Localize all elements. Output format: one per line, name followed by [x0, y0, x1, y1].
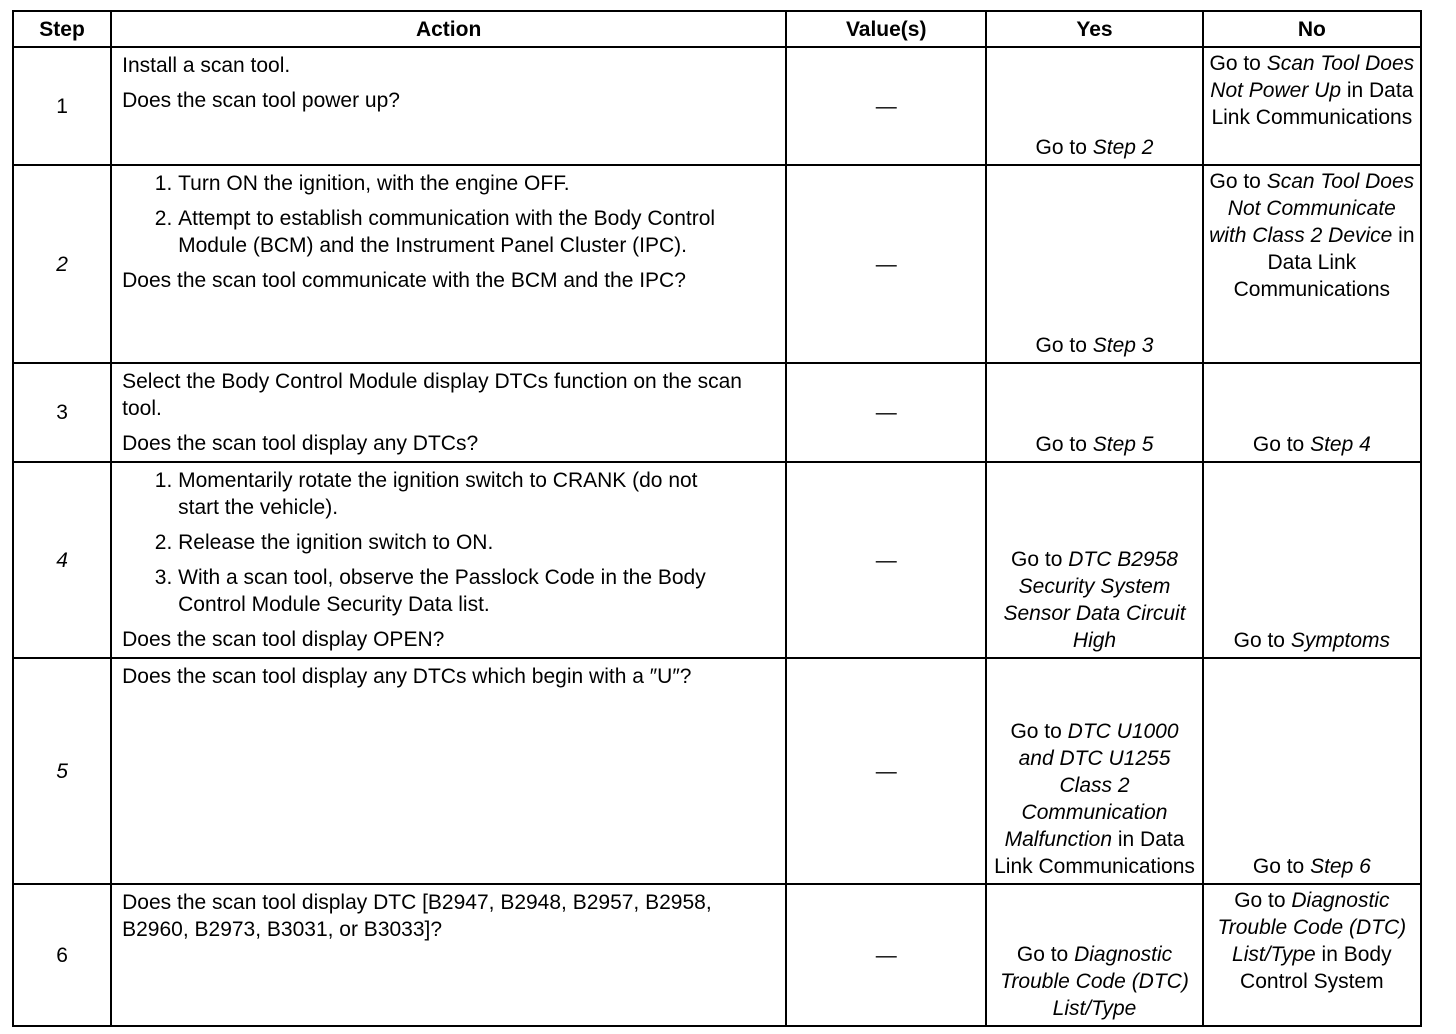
no-cell: Go to Step 6 — [1203, 658, 1421, 884]
step-number: 1 — [13, 47, 111, 165]
header-no: No — [1203, 11, 1421, 47]
action-question: Does the scan tool display DTC [B2947, B2948, B2957, B2958, B2960, B2973, B3031, or B3033]? — [122, 891, 712, 941]
yes-cell: Go to Step 5 — [986, 363, 1202, 462]
no-cell: Go to Diagnostic Trouble Code (DTC) List/Type in Body Control System — [1203, 884, 1421, 1026]
table-row — [13, 165, 1421, 363]
action-question: Does the scan tool power up? — [122, 89, 400, 112]
value-cell: — — [786, 165, 986, 363]
action-cell — [111, 165, 786, 363]
value-cell: — — [786, 363, 986, 462]
no-link[interactable]: Step 4 — [1310, 433, 1371, 456]
table-row — [13, 658, 1421, 884]
action-cell — [111, 658, 786, 884]
yes-cell: Go to DTC B2958 Security System Sensor Data Circuit High — [986, 462, 1202, 658]
action-cell — [111, 363, 786, 462]
yes-cell: Go to DTC U1000 and DTC U1255 Class 2 Communication Malfunction in Data Link Communications — [986, 658, 1202, 884]
table-row — [13, 363, 1421, 462]
yes-link[interactable]: Diagnostic Trouble Code (DTC) List/Type — [1000, 943, 1189, 1020]
value-cell: — — [786, 462, 986, 658]
yes-link[interactable]: DTC U1000 and DTC U1255 Class 2 Communication Malfunction — [1004, 720, 1179, 851]
action-question: Does the scan tool display any DTCs which begin with a ″U″? — [122, 665, 692, 688]
header-row — [13, 11, 1421, 47]
action-cell — [111, 47, 786, 165]
action-steps — [122, 170, 775, 259]
action-text: Install a scan tool. — [122, 54, 291, 77]
step-number: 6 — [13, 884, 111, 1026]
action-question: Does the scan tool display OPEN? — [122, 628, 445, 651]
no-link[interactable]: Symptoms — [1290, 629, 1391, 652]
action-step: 3. With a scan tool, observe the Passlock Code in the Body Control Module Security Data list. — [178, 564, 775, 618]
no-link[interactable]: Scan Tool Does Not Communicate with Class 2 Device — [1209, 170, 1415, 247]
diagnostic-table — [12, 10, 1422, 1027]
action-question: Does the scan tool display any DTCs? — [122, 432, 479, 455]
step-number: 4 — [13, 462, 111, 658]
no-link[interactable]: Diagnostic Trouble Code (DTC) List/Type — [1217, 889, 1407, 966]
header-action: Action — [111, 11, 786, 47]
no-cell: Go to Scan Tool Does Not Communicate with Class 2 Device in Data Link Communications — [1203, 165, 1421, 363]
action-step: 2. Attempt to establish communication with the Body Control Module (BCM) and the Instrument Panel Cluster (IPC). — [178, 205, 775, 259]
action-cell — [111, 462, 786, 658]
action-step: 2. Release the ignition switch to ON. — [178, 529, 775, 556]
step-number: 5 — [13, 658, 111, 884]
header-step: Step — [13, 11, 111, 47]
action-cell — [111, 884, 786, 1026]
yes-cell: Go to Step 3 — [986, 165, 1202, 363]
yes-link[interactable]: Step 3 — [1092, 334, 1154, 357]
no-cell: Go to Step 4 — [1203, 363, 1421, 462]
step-number: 2 — [13, 165, 111, 363]
table-row — [13, 884, 1421, 1026]
action-steps — [122, 467, 775, 618]
yes-link[interactable]: Step 2 — [1092, 136, 1154, 159]
yes-cell: Go to Diagnostic Trouble Code (DTC) List/Type — [986, 884, 1202, 1026]
header-values: Value(s) — [786, 11, 986, 47]
no-link[interactable]: Scan Tool Does Not Power Up — [1210, 52, 1415, 102]
action-step: 1. Turn ON the ignition, with the engine OFF. — [178, 170, 775, 197]
no-cell: Go to Symptoms — [1203, 462, 1421, 658]
table-row — [13, 462, 1421, 658]
step-number: 3 — [13, 363, 111, 462]
yes-link[interactable]: Step 5 — [1092, 433, 1154, 456]
action-text: Select the Body Control Module display DTCs function on the scan tool. — [122, 370, 742, 420]
action-question: Does the scan tool communicate with the BCM and the IPC? — [122, 269, 686, 292]
yes-cell: Go to Step 2 — [986, 47, 1202, 165]
header-yes: Yes — [986, 11, 1202, 47]
value-cell: — — [786, 47, 986, 165]
table-row — [13, 47, 1421, 165]
no-cell: Go to Scan Tool Does Not Power Up in Data Link Communications — [1203, 47, 1421, 165]
value-cell: — — [786, 658, 986, 884]
value-cell: — — [786, 884, 986, 1026]
action-step: 1. Momentarily rotate the ignition switch to CRANK (do not start the vehicle). — [178, 467, 718, 521]
no-link[interactable]: Step 6 — [1310, 855, 1371, 878]
yes-link[interactable]: DTC B2958 Security System Sensor Data Circuit High — [1003, 548, 1186, 652]
